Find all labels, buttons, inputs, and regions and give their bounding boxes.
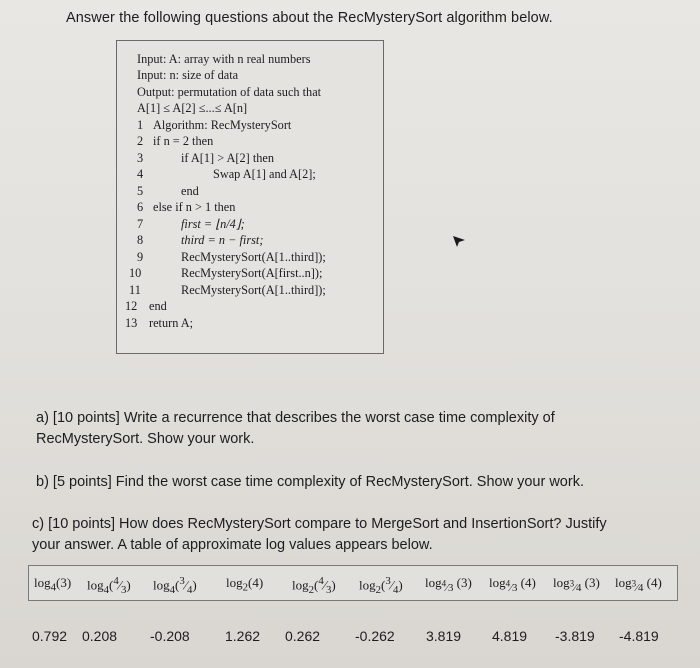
log-header-4: $\log_2(4)$ [226, 575, 264, 594]
log-arg-num: 4 [318, 575, 324, 587]
log-header-9: $\log_{^3⁄4} (3)$ [553, 575, 600, 594]
log-base: 2 [242, 581, 249, 594]
log-value-4: 1.262 [225, 628, 261, 644]
question-c-line-2: your answer. A table of approximate log values appears below. [32, 537, 433, 553]
log-base: 4 [103, 583, 110, 596]
log-arg: (4) [248, 575, 264, 590]
question-a-line-1: a) [10 points] Write a recurrence that describes the worst case time complexity of [36, 410, 555, 426]
algo-line-text: Input: A: array with n real numbers [137, 52, 311, 66]
question-header: Answer the following questions about the RecMysterySort algorithm below. [66, 10, 553, 26]
algo-line-text: RecMysterySort(A[1..third]); [181, 283, 326, 297]
log-header-6: $\log_2(^3⁄_4)$ [359, 575, 403, 596]
algo-line-2 [137, 133, 213, 149]
log-header-1: $\log_4(3)$ [34, 575, 72, 594]
log-arg-den: 4 [186, 583, 193, 596]
algo-line-text: Algorithm: RecMysterySort [153, 118, 292, 132]
line-number: 1 [137, 118, 144, 132]
algo-output [137, 84, 321, 100]
line-number: 7 [137, 217, 144, 231]
log-arg: (4) [646, 575, 662, 590]
log-base: 4 [50, 581, 57, 594]
algo-line-text: third = n − first; [181, 233, 264, 247]
log-value-10: -4.819 [619, 628, 659, 644]
log-base-num: 4 [505, 577, 511, 588]
log-arg-num: 3 [179, 575, 185, 587]
question-c-line-1: c) [10 points] How does RecMysterySort compare to MergeSort and InsertionSort? Justify [32, 516, 607, 532]
log-base-den: 3 [447, 581, 454, 594]
line-number: 2 [137, 134, 144, 148]
algo-line-text: first = ⌊n/4⌋; [181, 217, 245, 231]
log-base-num: 3 [569, 577, 575, 588]
log-arg: (4) [520, 575, 536, 590]
algo-input-1 [137, 51, 310, 67]
log-value-5: 0.262 [285, 628, 321, 644]
question-a-line-2: RecMysterySort. Show your work. [36, 431, 255, 447]
algo-line-text: Input: n: size of data [137, 68, 239, 82]
line-number: 3 [137, 151, 144, 165]
algo-line-text: end [181, 184, 199, 198]
log-value-9: -3.819 [555, 628, 595, 644]
line-number: 10 [129, 266, 142, 280]
algo-line-12 [125, 298, 167, 314]
algo-line-1 [137, 117, 291, 133]
algo-line-text: if A[1] > A[2] then [181, 151, 274, 165]
log-arg-num: 3 [385, 575, 391, 587]
log-header-3: $\log_4(^3⁄_4)$ [153, 575, 197, 596]
line-number: 12 [125, 299, 138, 313]
log-base-num: 3 [631, 577, 637, 588]
log-arg-den: 4 [392, 583, 399, 596]
log-base-den: 3 [511, 581, 518, 594]
log-value-1: 0.792 [32, 628, 68, 644]
algo-line-13 [125, 315, 193, 331]
log-value-2: 0.208 [82, 628, 118, 644]
algorithm-box [116, 40, 384, 354]
log-base-num: 4 [441, 577, 447, 588]
log-base: 2 [308, 583, 315, 596]
algo-input-2 [137, 67, 238, 83]
log-header-2: $\log_4(^4⁄_3)$ [87, 575, 131, 596]
log-header-5: $\log_2(^4⁄_3)$ [292, 575, 336, 596]
log-header-8: $\log_{^4⁄3} (4)$ [489, 575, 536, 594]
algo-line-6 [137, 199, 235, 215]
algo-line-3 [137, 150, 274, 166]
algo-line-text: A[1] ≤ A[2] ≤...≤ A[n] [137, 101, 248, 115]
log-header-7: $\log_{^4⁄3} (3)$ [425, 575, 472, 594]
line-number: 4 [137, 167, 144, 181]
log-value-6: -0.262 [355, 628, 395, 644]
log-arg: (3) [56, 575, 72, 590]
log-arg-num: 4 [113, 575, 119, 587]
algo-line-10 [129, 265, 322, 281]
algo-line-8 [137, 232, 263, 248]
line-number: 5 [137, 184, 144, 198]
mouse-cursor-icon [452, 234, 466, 248]
algo-line-7 [137, 216, 245, 232]
algo-line-text: end [149, 299, 167, 313]
log-value-7: 3.819 [426, 628, 462, 644]
log-value-8: 4.819 [492, 628, 528, 644]
log-arg-den: 3 [325, 583, 332, 596]
log-arg-den: 3 [120, 583, 127, 596]
line-number: 9 [137, 250, 144, 264]
log-value-3: -0.208 [150, 628, 190, 644]
line-number: 8 [137, 233, 144, 247]
algo-line-text: RecMysterySort(A[first..n]); [181, 266, 323, 280]
algo-line-text: Swap A[1] and A[2]; [213, 167, 316, 181]
log-base-den: 4 [637, 581, 644, 594]
log-arg: (3) [584, 575, 600, 590]
algo-line-text: if n = 2 then [153, 134, 214, 148]
log-arg: (3) [456, 575, 472, 590]
algo-line-text: else if n > 1 then [153, 200, 236, 214]
log-table-header [28, 565, 678, 601]
log-base: 2 [375, 583, 382, 596]
algo-line-11 [129, 282, 326, 298]
log-base-den: 4 [575, 581, 582, 594]
log-header-10: $\log_{^3⁄4} (4)$ [615, 575, 662, 594]
line-number: 6 [137, 200, 144, 214]
algo-line-5 [137, 183, 199, 199]
algo-line-text: Output: permutation of data such that [137, 85, 322, 99]
log-base: 4 [169, 583, 176, 596]
algo-output-cond [137, 100, 247, 116]
algo-line-text: return A; [149, 316, 194, 330]
algo-line-9 [137, 249, 326, 265]
line-number: 11 [129, 283, 141, 297]
algo-line-4 [137, 166, 316, 182]
question-b: b) [5 points] Find the worst case time complexity of RecMysterySort. Show your work. [36, 474, 584, 490]
line-number: 13 [125, 316, 138, 330]
algo-line-text: RecMysterySort(A[1..third]); [181, 250, 326, 264]
